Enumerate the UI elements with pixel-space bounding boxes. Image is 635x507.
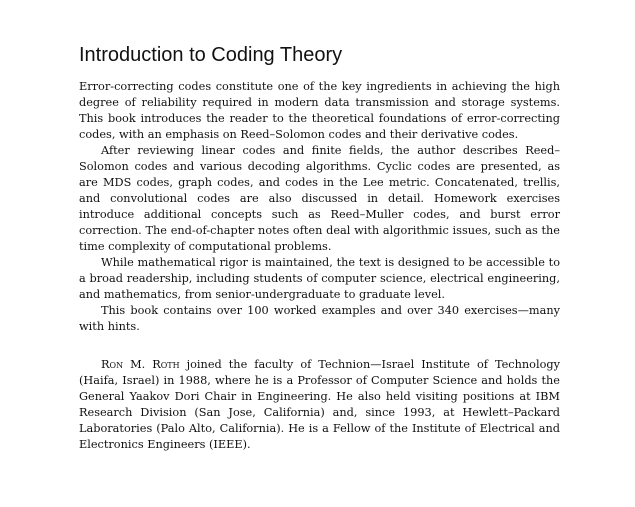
author-bio — [79, 357, 560, 453]
description-paragraph-2: After reviewing linear codes and finite fields, the author describes Reed–Solomon codes and various decoding algorithms. Cyclic codes are presented, as are MDS codes, graph codes, and codes in the Lee metric. Concatenated, trellis, and convolutional codes are also discussed in detail. Homework exercises introduce additional concepts such as Reed–Muller codes, and burst error correction. The end-of-chapter notes often deal with algorithmic issues, such as the time complexity of computational problems. — [79, 144, 560, 253]
book-title: Introduction to Coding Theory — [79, 44, 343, 66]
book-description — [79, 79, 560, 335]
author-bio-text: joined the faculty of Technion—Israel Institute of Technology (Haifa, Israel) in 1988, where he is a Professor of Computer Science and holds the General Yaakov Dori Chair in Engineering. He also held visiting positions at IBM Research Division (San Jose, California) and, since 1993, at Hewlett–Packard Laboratories (Palo Alto, California). He is a Fellow of the Institute of Electrical and Electronics Engineers (IEEE). — [79, 358, 561, 451]
author-name: Ron M. Roth — [101, 358, 180, 371]
description-paragraph-3: While mathematical rigor is maintained, the text is designed to be accessible to a broad readership, including students of computer science, electrical engineering, and mathematics, from senior-undergraduate to graduate level. — [79, 256, 560, 301]
description-paragraph-1: Error-correcting codes constitute one of the key ingredients in achieving the high degree of reliability required in modern data transmission and storage systems. This book introduces the reader to the theoretical foundations of error-correcting codes, with an emphasis on Reed–Solomon codes and their derivative codes. — [79, 80, 560, 141]
description-paragraph-4: This book contains over 100 worked examples and over 340 exercises—many with hints. — [79, 304, 560, 333]
